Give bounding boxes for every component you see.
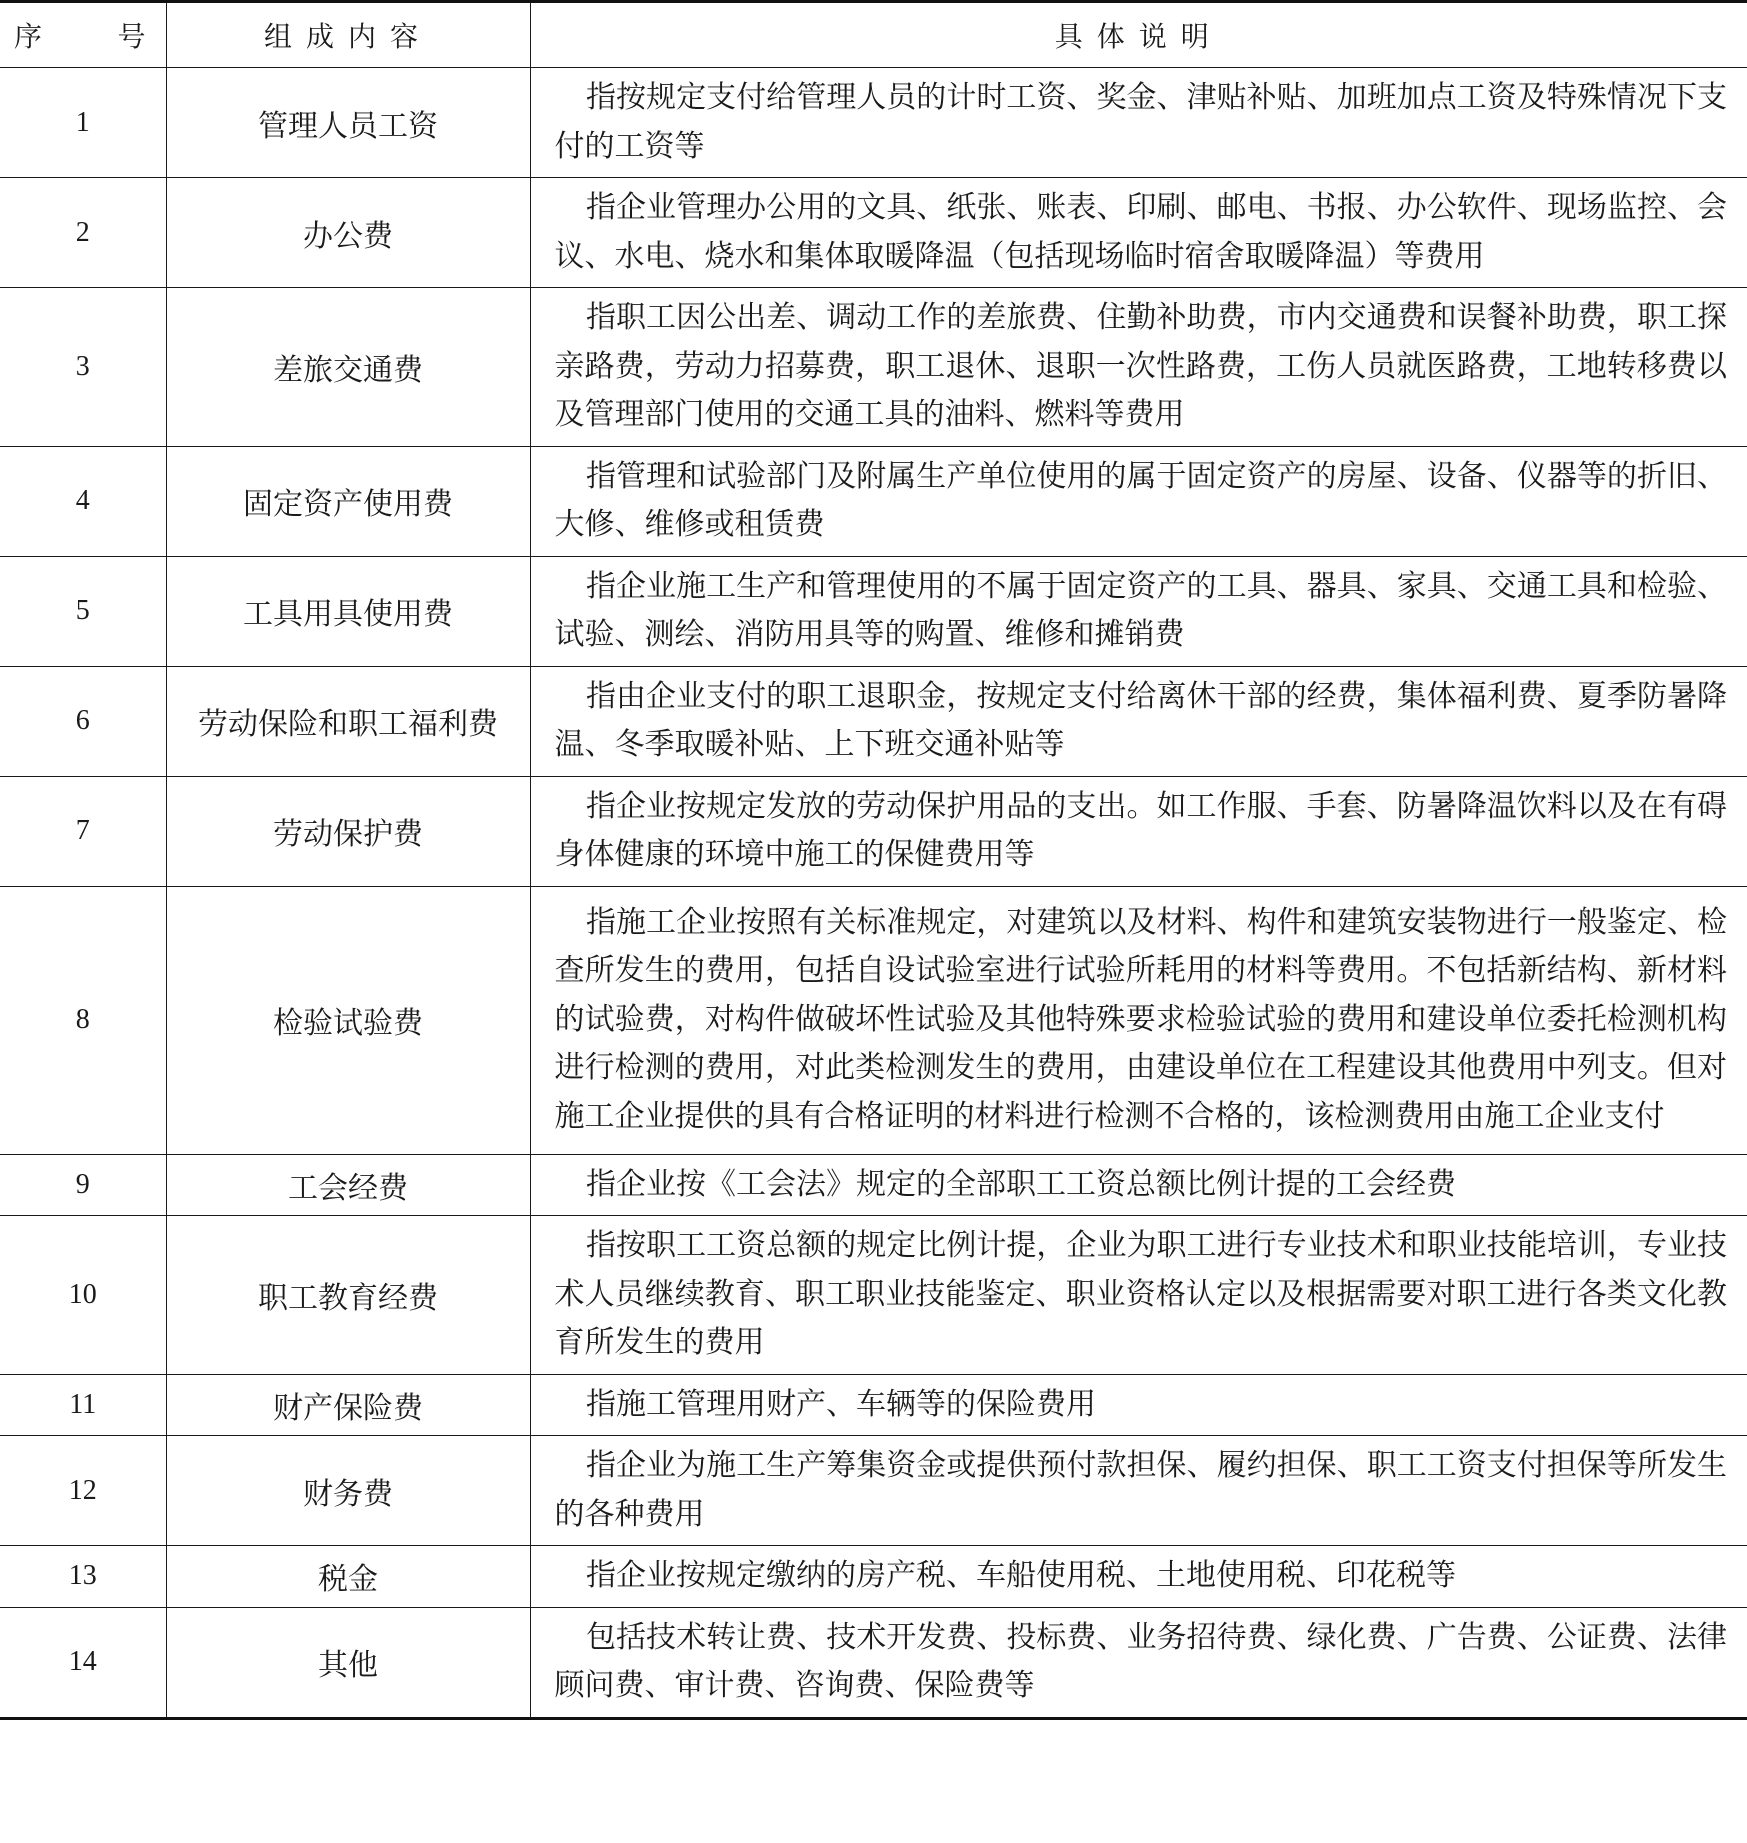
row-item-name: 财产保险费 <box>166 1374 530 1436</box>
row-serial-number: 14 <box>0 1607 166 1718</box>
table-row <box>0 666 1747 776</box>
row-description: 指企业按规定缴纳的房产税、车船使用税、土地使用税、印花税等 <box>530 1546 1747 1608</box>
row-serial-number: 2 <box>0 178 166 288</box>
header-item: 组成内容 <box>166 2 530 68</box>
table-row <box>0 886 1747 1154</box>
row-item-name: 财务费 <box>166 1436 530 1546</box>
header-description: 具体说明 <box>530 2 1747 68</box>
row-serial-number: 12 <box>0 1436 166 1546</box>
row-description: 指管理和试验部门及附属生产单位使用的属于固定资产的房屋、设备、仪器等的折旧、大修、维修或租赁费 <box>530 446 1747 556</box>
table-row <box>0 1216 1747 1375</box>
row-description: 指施工企业按照有关标准规定，对建筑以及材料、构件和建筑安装物进行一般鉴定、检查所发生的费用，包括自设试验室进行试验所耗用的材料等费用。不包括新结构、新材料的试验费，对构件做破坏性试验及其他特殊要求检验试验的费用和建设单位委托检测机构进行检测的费用，对此类检测发生的费用，由建设单位在工程建设其他费用中列支。但对施工企业提供的具有合格证明的材料进行检测不合格的，该检测费用由施工企业支付 <box>530 886 1747 1154</box>
row-item-name: 办公费 <box>166 178 530 288</box>
row-serial-number: 13 <box>0 1546 166 1608</box>
header-serial-right: 号 <box>117 20 146 53</box>
row-item-name: 劳动保护费 <box>166 776 530 886</box>
row-serial-number: 3 <box>0 288 166 447</box>
row-item-name: 税金 <box>166 1546 530 1608</box>
row-description: 指按职工工资总额的规定比例计提，企业为职工进行专业技术和职业技能培训，专业技术人员继续教育、职工职业技能鉴定、职业资格认定以及根据需要对职工进行各类文化教育所发生的费用 <box>530 1216 1747 1375</box>
table-row <box>0 68 1747 178</box>
table-row <box>0 776 1747 886</box>
table-row <box>0 178 1747 288</box>
row-description: 指企业按《工会法》规定的全部职工工资总额比例计提的工会经费 <box>530 1154 1747 1216</box>
row-description: 指企业为施工生产筹集资金或提供预付款担保、履约担保、职工工资支付担保等所发生的各种费用 <box>530 1436 1747 1546</box>
table-row <box>0 288 1747 447</box>
row-item-name: 工具用具使用费 <box>166 556 530 666</box>
row-description: 指企业管理办公用的文具、纸张、账表、印刷、邮电、书报、办公软件、现场监控、会议、水电、烧水和集体取暖降温（包括现场临时宿舍取暖降温）等费用 <box>530 178 1747 288</box>
row-item-name: 其他 <box>166 1607 530 1718</box>
table-row <box>0 556 1747 666</box>
row-item-name: 劳动保险和职工福利费 <box>166 666 530 776</box>
row-serial-number: 1 <box>0 68 166 178</box>
row-description: 指按规定支付给管理人员的计时工资、奖金、津贴补贴、加班加点工资及特殊情况下支付的工资等 <box>530 68 1747 178</box>
row-serial-number: 7 <box>0 776 166 886</box>
row-item-name: 职工教育经费 <box>166 1216 530 1375</box>
row-item-name: 检验试验费 <box>166 886 530 1154</box>
header-serial-number <box>0 2 166 68</box>
row-serial-number: 6 <box>0 666 166 776</box>
header-serial-left: 序 <box>14 20 43 53</box>
table-body <box>0 68 1747 1719</box>
row-serial-number: 11 <box>0 1374 166 1436</box>
table-row <box>0 1607 1747 1718</box>
row-description: 指由企业支付的职工退职金，按规定支付给离休干部的经费，集体福利费、夏季防暑降温、冬季取暖补贴、上下班交通补贴等 <box>530 666 1747 776</box>
row-item-name: 差旅交通费 <box>166 288 530 447</box>
row-item-name: 固定资产使用费 <box>166 446 530 556</box>
row-item-name: 工会经费 <box>166 1154 530 1216</box>
table-header <box>0 2 1747 68</box>
row-serial-number: 9 <box>0 1154 166 1216</box>
row-description: 指企业施工生产和管理使用的不属于固定资产的工具、器具、家具、交通工具和检验、试验、测绘、消防用具等的购置、维修和摊销费 <box>530 556 1747 666</box>
row-description: 指施工管理用财产、车辆等的保险费用 <box>530 1374 1747 1436</box>
table-row <box>0 1154 1747 1216</box>
row-serial-number: 5 <box>0 556 166 666</box>
row-item-name: 管理人员工资 <box>166 68 530 178</box>
row-serial-number: 4 <box>0 446 166 556</box>
row-description: 指企业按规定发放的劳动保护用品的支出。如工作服、手套、防暑降温饮料以及在有碍身体健康的环境中施工的保健费用等 <box>530 776 1747 886</box>
row-serial-number: 10 <box>0 1216 166 1375</box>
header-row <box>0 2 1747 68</box>
row-serial-number: 8 <box>0 886 166 1154</box>
row-description: 包括技术转让费、技术开发费、投标费、业务招待费、绿化费、广告费、公证费、法律顾问费、审计费、咨询费、保险费等 <box>530 1607 1747 1718</box>
row-description: 指职工因公出差、调动工作的差旅费、住勤补助费，市内交通费和误餐补助费，职工探亲路费，劳动力招募费，职工退休、退职一次性路费，工伤人员就医路费，工地转移费以及管理部门使用的交通工具的油料、燃料等费用 <box>530 288 1747 447</box>
table-row <box>0 1436 1747 1546</box>
table-row <box>0 1374 1747 1436</box>
table-row <box>0 446 1747 556</box>
table-row <box>0 1546 1747 1608</box>
